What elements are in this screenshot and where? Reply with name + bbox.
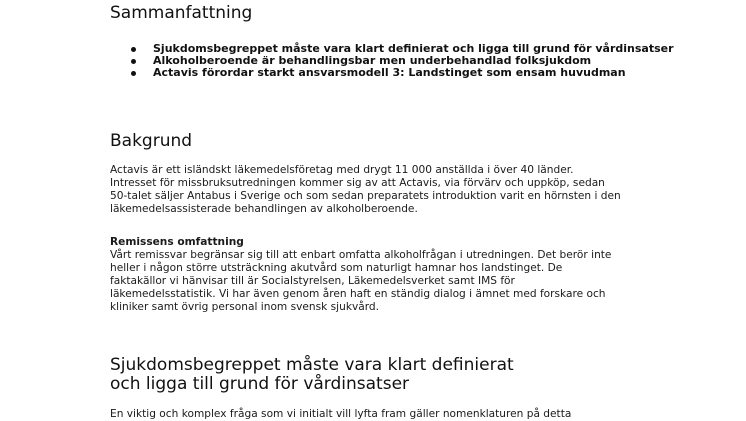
paragraph-line: Actavis är ett isländskt läkemedelsföretag med drygt 11 000 anställda i över 40 länder. [110,164,574,176]
summary-bullet [131,67,674,79]
paragraph-line: Vårt remissvar begränsar sig till att enbart omfatta alkoholfrågan i utredningen. Det berör inte [110,249,612,261]
paragraph-line: heller i någon större utsträckning akutvård som naturligt hamnar hos landstinget. De [110,262,563,274]
bullet-icon [131,71,136,76]
scope-paragraph [110,236,611,314]
paragraph-line: faktakällor vi hänvisar till är Socialstyrelsen, Läkemedelsverket samt IMS för [110,275,515,287]
summary-bullet-text: Actavis förordar starkt ansvarsmodell 3: Landstinget som ensam huvudman [153,66,626,79]
background-heading: Bakgrund [110,131,193,151]
disease-concept-heading-line-2: och ligga till grund för vårdinsatser [110,374,410,394]
scope-subheading: Remissens omfattning [110,236,244,248]
summary-heading: Sammanfattning [110,3,253,23]
paragraph-line: En viktig och komplex fråga som vi initialt vill lyfta fram gäller nomenklaturen på detta [110,408,572,420]
paragraph-line: läkemedelsassisterade behandlingen av alkoholberoende. [110,203,418,215]
disease-concept-heading-line-1: Sjukdomsbegreppet måste vara klart definierat [110,355,514,375]
summary-bullet-text: Alkoholberoende är behandlingsbar men underbehandlad folksjukdom [153,54,592,67]
bullet-icon [131,47,136,52]
disease-concept-paragraph [110,408,571,421]
summary-bullet-list [131,43,674,79]
paragraph-line: 50-talet säljer Antabus i Sverige och som sedan preparatets introduktion varit en hörnsten i den [110,190,621,202]
bullet-icon [131,59,136,64]
paragraph-line: kliniker samt övrig personal inom svensk sjukvård. [110,301,379,313]
summary-bullet-text: Sjukdomsbegreppet måste vara klart definierat och ligga till grund för vårdinsatser [153,42,674,55]
paragraph-line: läkemedelsstatistik. Vi har även genom åren haft en ständig dialog i ämnet med forskare och [110,288,606,300]
paragraph-line: Intresset för missbruksutredningen kommer sig av att Actavis, via förvärv och uppköp, sedan [110,177,605,189]
background-paragraph [110,164,621,216]
